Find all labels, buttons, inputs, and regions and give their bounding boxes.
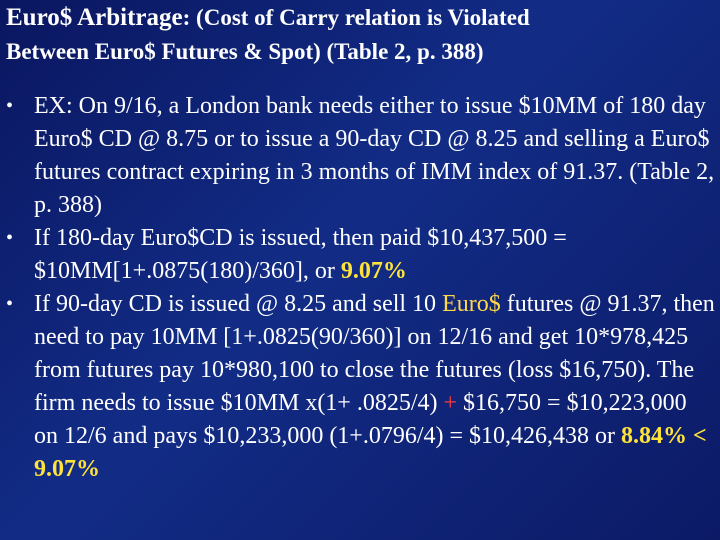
bullet-dot-icon: • (6, 293, 14, 315)
bullet-text: If 180-day Euro$CD is issued, then paid $10,437,500 = $10MM[1+.0875(180)/360], or (34, 225, 567, 284)
title-line2: Between Euro$ Futures & Spot) (Table 2, p. 388) (6, 39, 484, 64)
bullet-text-cont: futures @ 91.37, then need to pay 10MM [1+.0825(90/360)] on 12/16 and get 10*978,425 from futures pay 10*980,100 to close the futures (loss $16,750). The firm needs to issue $10MM x(1+ .0825/4) (34, 291, 715, 416)
rate-highlight: 9.07% (340, 258, 407, 284)
plus-sign: + (443, 390, 458, 416)
bullet-dot-icon: • (6, 227, 14, 249)
bullet-text: If 90-day CD is issued @ 8.25 and sell 10 (34, 291, 443, 317)
title-colon: : (182, 5, 197, 30)
title-paren: (Cost of Carry relation is Violated (196, 5, 530, 30)
slide-title (6, 2, 714, 70)
bullet-list (6, 90, 716, 486)
bullet-item-180-day (6, 222, 716, 288)
bullet-item-example (6, 90, 716, 222)
bullet-text: EX: On 9/16, a London bank needs either to issue $10MM of 180 day Euro$ CD @ 8.75 or to issue a 90-day CD @ 8.25 and selling a Euro$ futures contract expiring in 3 months of IMM index of 91.37. (Table 2, p. 388) (34, 93, 715, 218)
euro-highlight: Euro$ (442, 291, 501, 317)
rate-comparison-highlight: 8.84% < 9.07% (34, 423, 707, 482)
bullet-dot-icon: • (6, 95, 14, 117)
title-main: Euro$ Arbitrage (6, 4, 183, 31)
bullet-item-90-day (6, 288, 716, 486)
bullet-text-cont2: $16,750 = $10,223,000 on 12/6 and pays $10,233,000 (1+.0796/4) = $10,426,438 or (34, 390, 687, 449)
